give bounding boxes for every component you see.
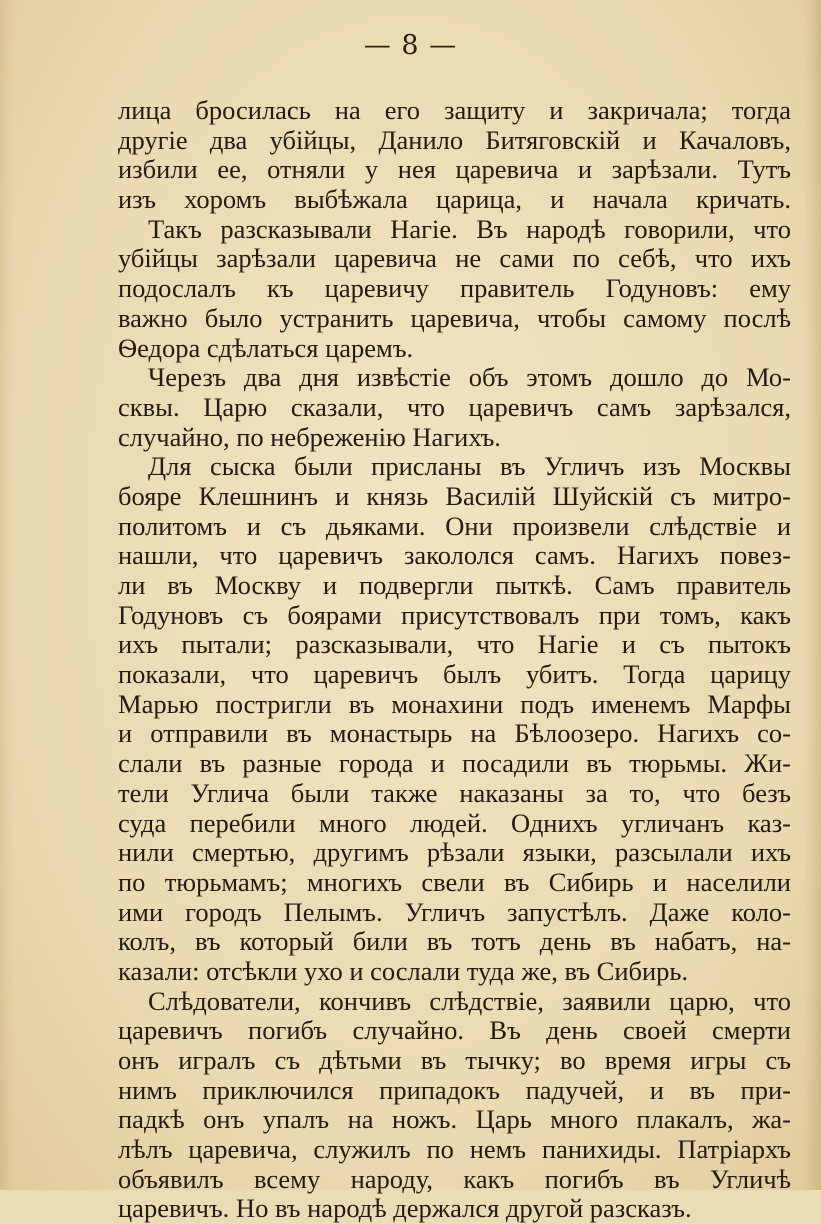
- text-line: Черезъ два дня извѣстіе объ этомъ дошло до Мо-: [148, 362, 791, 393]
- text-line: Ѳедора сдѣлаться царемъ.: [118, 332, 414, 363]
- text-line: царевичъ. Но въ народѣ держался другой разсказъ.: [118, 1193, 692, 1224]
- text-line: Годуновъ съ боярами присутствовалъ при томъ, какъ: [118, 599, 791, 630]
- text-line: объявилъ всему народу, какъ погибъ въ Угличѣ: [118, 1163, 791, 1194]
- text-line: колъ, въ который били въ тотъ день въ набатъ, на-: [118, 926, 791, 957]
- paragraph: [118, 363, 791, 452]
- text-line: изъ хоромъ выбѣжала царица, и начала кричать.: [118, 184, 791, 215]
- text-line: Для сыска были присланы въ Угличъ изъ Москвы: [148, 451, 791, 482]
- text-line: нили смертью, другимъ рѣзали языки, разсылали ихъ: [118, 837, 791, 868]
- text-line: слали въ разные города и посадили въ тюрьмы. Жи-: [118, 748, 791, 779]
- text-line: избили ее, отняли у нея царевича и зарѣзали. Тутъ: [118, 154, 791, 185]
- text-line: казали: отсѣкли ухо и сослали туда же, въ Сибирь.: [118, 955, 689, 986]
- text-line: суда перебили много людей. Однихъ угличанъ каз-: [118, 807, 791, 838]
- text-line: падкѣ онъ упалъ на ножъ. Царь много плакалъ, жа-: [118, 1104, 791, 1135]
- text-line: ли въ Москву и подвергли пыткѣ. Самъ правитель: [118, 570, 791, 600]
- text-line: тели Углича были также наказаны за то, что безъ: [118, 777, 791, 808]
- text-line: нашли, что царевичъ закололся самъ. Нагихъ повез-: [118, 540, 791, 571]
- paragraph: [118, 215, 791, 363]
- text-line: нимъ приключился припадокъ падучей, и въ при-: [118, 1074, 791, 1105]
- text-line: царевичъ погибъ случайно. Въ день своей смерти: [118, 1015, 791, 1046]
- text-line: политомъ и съ дьяками. Они произвели слѣдствіе и: [118, 510, 791, 541]
- page-number: — 8 —: [363, 30, 458, 61]
- text-line: сквы. Царю сказали, что царевичъ самъ зарѣзался,: [118, 391, 791, 422]
- text-line: и отправили въ монастырь на Бѣлоозеро. Нагихъ со-: [118, 718, 791, 749]
- paragraph: [118, 452, 791, 986]
- text-line: Марью постригли въ монахини подъ именемъ Марфы: [118, 688, 791, 719]
- text-line: ими городъ Пелымъ. Угличъ запустѣлъ. Даже коло-: [118, 896, 791, 927]
- text-line: случайно, по небреженію Нагихъ.: [118, 421, 501, 452]
- text-body: [118, 96, 791, 1224]
- text-line: бояре Клешнинъ и князь Василій Шуйскій съ митро-: [118, 480, 791, 511]
- text-line: онъ игралъ съ дѣтьми въ тычку; во время игры съ: [118, 1045, 791, 1075]
- text-line: показали, что царевичъ былъ убитъ. Тогда царицу: [118, 659, 791, 690]
- paragraph: [118, 987, 791, 1224]
- text-line: ихъ пытали; разсказывали, что Нагіе и съ пытокъ: [118, 629, 791, 660]
- text-line: убійцы зарѣзали царевича не сами по себѣ, что ихъ: [118, 243, 791, 274]
- paragraph: [118, 96, 791, 215]
- text-line: Слѣдователи, кончивъ слѣдствіе, заявили царю, что: [148, 985, 791, 1016]
- text-line: лѣлъ царевича, служилъ по немъ панихиды. Патріархъ: [118, 1134, 791, 1165]
- text-line: по тюрьмамъ; многихъ свели въ Сибирь и населили: [118, 866, 791, 897]
- text-line: лица бросилась на его защиту и закричала; тогда: [118, 95, 791, 125]
- text-line: подослалъ къ царевичу правитель Годуновъ: ему: [118, 273, 791, 304]
- text-line: важно было устранить царевича, чтобы самому послѣ: [118, 302, 791, 333]
- text-line: другіе два убійцы, Данило Битяговскій и Качаловъ,: [118, 124, 791, 155]
- text-line: Такъ разсказывали Нагіе. Въ народѣ говорили, что: [148, 213, 791, 244]
